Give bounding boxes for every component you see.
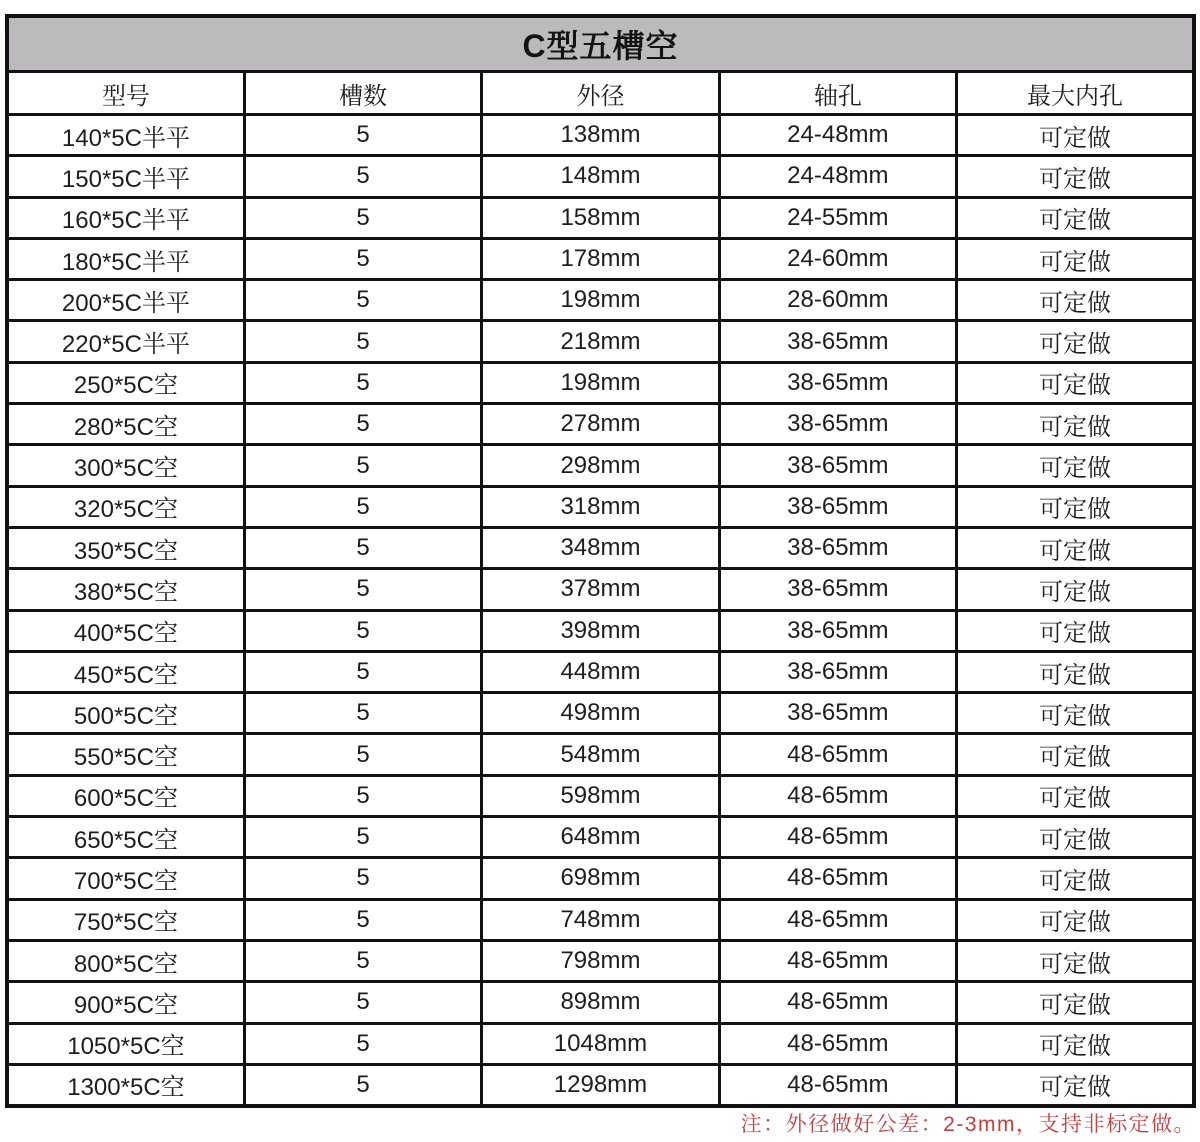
title-row (7, 16, 1194, 72)
cell-model: 450*5C空 (7, 651, 244, 692)
cell-model: 750*5C空 (7, 899, 244, 940)
cell-groove-count: 5 (244, 486, 481, 527)
cell-shaft-hole: 48-65mm (719, 1064, 956, 1106)
cell-max-inner-hole: 可定做 (957, 899, 1194, 940)
cell-max-inner-hole: 可定做 (957, 610, 1194, 651)
cell-max-inner-hole: 可定做 (957, 651, 1194, 692)
table-row (7, 651, 1194, 692)
cell-model: 1300*5C空 (7, 1064, 244, 1106)
cell-model: 700*5C空 (7, 858, 244, 899)
cell-groove-count: 5 (244, 527, 481, 568)
cell-groove-count: 5 (244, 404, 481, 445)
cell-model: 250*5C空 (7, 362, 244, 403)
cell-max-inner-hole: 可定做 (957, 775, 1194, 816)
cell-shaft-hole: 24-55mm (719, 197, 956, 238)
cell-shaft-hole: 38-65mm (719, 445, 956, 486)
cell-groove-count: 5 (244, 321, 481, 362)
cell-model: 320*5C空 (7, 486, 244, 527)
cell-model: 350*5C空 (7, 527, 244, 568)
cell-shaft-hole: 24-48mm (719, 115, 956, 156)
cell-model: 300*5C空 (7, 445, 244, 486)
table-row (7, 569, 1194, 610)
cell-shaft-hole: 28-60mm (719, 280, 956, 321)
cell-groove-count: 5 (244, 610, 481, 651)
table-row (7, 156, 1194, 197)
cell-max-inner-hole: 可定做 (957, 321, 1194, 362)
table-row (7, 1023, 1194, 1064)
cell-shaft-hole: 48-65mm (719, 982, 956, 1023)
cell-shaft-hole: 48-65mm (719, 899, 956, 940)
cell-groove-count: 5 (244, 238, 481, 279)
cell-groove-count: 5 (244, 693, 481, 734)
table-row (7, 362, 1194, 403)
cell-shaft-hole: 48-65mm (719, 775, 956, 816)
cell-groove-count: 5 (244, 982, 481, 1023)
cell-max-inner-hole: 可定做 (957, 817, 1194, 858)
table-row (7, 115, 1194, 156)
cell-outer-diameter: 298mm (482, 445, 719, 486)
cell-groove-count: 5 (244, 1023, 481, 1064)
cell-max-inner-hole: 可定做 (957, 1023, 1194, 1064)
cell-outer-diameter: 1298mm (482, 1064, 719, 1106)
cell-groove-count: 5 (244, 156, 481, 197)
cell-outer-diameter: 898mm (482, 982, 719, 1023)
cell-shaft-hole: 38-65mm (719, 651, 956, 692)
col-header-max-inner-hole: 最大内孔 (957, 72, 1194, 115)
cell-max-inner-hole: 可定做 (957, 486, 1194, 527)
table-row (7, 321, 1194, 362)
cell-outer-diameter: 698mm (482, 858, 719, 899)
cell-shaft-hole: 48-65mm (719, 858, 956, 899)
cell-groove-count: 5 (244, 197, 481, 238)
table-row (7, 940, 1194, 981)
cell-shaft-hole: 38-65mm (719, 527, 956, 568)
cell-outer-diameter: 158mm (482, 197, 719, 238)
cell-outer-diameter: 648mm (482, 817, 719, 858)
table-row (7, 817, 1194, 858)
cell-groove-count: 5 (244, 445, 481, 486)
cell-model: 650*5C空 (7, 817, 244, 858)
cell-groove-count: 5 (244, 734, 481, 775)
cell-max-inner-hole: 可定做 (957, 940, 1194, 981)
table-row (7, 486, 1194, 527)
cell-model: 160*5C半平 (7, 197, 244, 238)
table-row (7, 238, 1194, 279)
col-header-model: 型号 (7, 72, 244, 115)
cell-groove-count: 5 (244, 569, 481, 610)
cell-shaft-hole: 38-65mm (719, 321, 956, 362)
cell-groove-count: 5 (244, 858, 481, 899)
table-row (7, 775, 1194, 816)
cell-max-inner-hole: 可定做 (957, 238, 1194, 279)
table-row (7, 1064, 1194, 1106)
cell-outer-diameter: 598mm (482, 775, 719, 816)
cell-outer-diameter: 398mm (482, 610, 719, 651)
cell-shaft-hole: 48-65mm (719, 817, 956, 858)
cell-groove-count: 5 (244, 899, 481, 940)
cell-max-inner-hole: 可定做 (957, 693, 1194, 734)
cell-groove-count: 5 (244, 280, 481, 321)
cell-shaft-hole: 48-65mm (719, 940, 956, 981)
cell-model: 800*5C空 (7, 940, 244, 981)
cell-groove-count: 5 (244, 651, 481, 692)
cell-model: 280*5C空 (7, 404, 244, 445)
cell-model: 400*5C空 (7, 610, 244, 651)
table-title: C型五槽空 (7, 16, 1194, 72)
cell-max-inner-hole: 可定做 (957, 858, 1194, 899)
cell-shaft-hole: 38-65mm (719, 610, 956, 651)
cell-outer-diameter: 798mm (482, 940, 719, 981)
table-row (7, 693, 1194, 734)
table-row (7, 445, 1194, 486)
cell-outer-diameter: 548mm (482, 734, 719, 775)
cell-model: 1050*5C空 (7, 1023, 244, 1064)
table-row (7, 734, 1194, 775)
cell-max-inner-hole: 可定做 (957, 115, 1194, 156)
cell-max-inner-hole: 可定做 (957, 1064, 1194, 1106)
col-header-outer-diameter: 外径 (482, 72, 719, 115)
cell-shaft-hole: 38-65mm (719, 693, 956, 734)
cell-shaft-hole: 38-65mm (719, 404, 956, 445)
cell-model: 200*5C半平 (7, 280, 244, 321)
cell-outer-diameter: 198mm (482, 280, 719, 321)
cell-max-inner-hole: 可定做 (957, 445, 1194, 486)
cell-outer-diameter: 348mm (482, 527, 719, 568)
cell-shaft-hole: 48-65mm (719, 1023, 956, 1064)
cell-model: 550*5C空 (7, 734, 244, 775)
cell-model: 900*5C空 (7, 982, 244, 1023)
cell-outer-diameter: 748mm (482, 899, 719, 940)
table-row (7, 197, 1194, 238)
cell-max-inner-hole: 可定做 (957, 982, 1194, 1023)
col-header-groove-count: 槽数 (244, 72, 481, 115)
cell-model: 180*5C半平 (7, 238, 244, 279)
header-row (7, 72, 1194, 115)
cell-model: 500*5C空 (7, 693, 244, 734)
cell-groove-count: 5 (244, 362, 481, 403)
cell-outer-diameter: 448mm (482, 651, 719, 692)
table-row (7, 899, 1194, 940)
cell-groove-count: 5 (244, 1064, 481, 1106)
cell-max-inner-hole: 可定做 (957, 280, 1194, 321)
table-row (7, 527, 1194, 568)
cell-groove-count: 5 (244, 775, 481, 816)
cell-shaft-hole: 38-65mm (719, 569, 956, 610)
cell-model: 220*5C半平 (7, 321, 244, 362)
cell-max-inner-hole: 可定做 (957, 569, 1194, 610)
cell-model: 150*5C半平 (7, 156, 244, 197)
cell-outer-diameter: 318mm (482, 486, 719, 527)
cell-outer-diameter: 198mm (482, 362, 719, 403)
cell-max-inner-hole: 可定做 (957, 404, 1194, 445)
cell-max-inner-hole: 可定做 (957, 527, 1194, 568)
cell-outer-diameter: 378mm (482, 569, 719, 610)
cell-outer-diameter: 178mm (482, 238, 719, 279)
footnote: 注：外径做好公差：2-3mm，支持非标定做。 (740, 1113, 1196, 1136)
cell-outer-diameter: 1048mm (482, 1023, 719, 1064)
cell-model: 140*5C半平 (7, 115, 244, 156)
cell-shaft-hole: 38-65mm (719, 486, 956, 527)
cell-model: 380*5C空 (7, 569, 244, 610)
table-row (7, 404, 1194, 445)
cell-outer-diameter: 278mm (482, 404, 719, 445)
table-row (7, 982, 1194, 1023)
cell-max-inner-hole: 可定做 (957, 197, 1194, 238)
cell-outer-diameter: 148mm (482, 156, 719, 197)
cell-max-inner-hole: 可定做 (957, 734, 1194, 775)
table-row (7, 858, 1194, 899)
spec-table (5, 14, 1196, 1108)
cell-groove-count: 5 (244, 115, 481, 156)
cell-outer-diameter: 138mm (482, 115, 719, 156)
cell-max-inner-hole: 可定做 (957, 362, 1194, 403)
cell-shaft-hole: 24-60mm (719, 238, 956, 279)
cell-outer-diameter: 498mm (482, 693, 719, 734)
table-row (7, 610, 1194, 651)
cell-groove-count: 5 (244, 940, 481, 981)
cell-outer-diameter: 218mm (482, 321, 719, 362)
cell-max-inner-hole: 可定做 (957, 156, 1194, 197)
table-body (7, 115, 1194, 1107)
cell-model: 600*5C空 (7, 775, 244, 816)
cell-shaft-hole: 38-65mm (719, 362, 956, 403)
cell-groove-count: 5 (244, 817, 481, 858)
cell-shaft-hole: 48-65mm (719, 734, 956, 775)
cell-shaft-hole: 24-48mm (719, 156, 956, 197)
col-header-shaft-hole: 轴孔 (719, 72, 956, 115)
table-row (7, 280, 1194, 321)
